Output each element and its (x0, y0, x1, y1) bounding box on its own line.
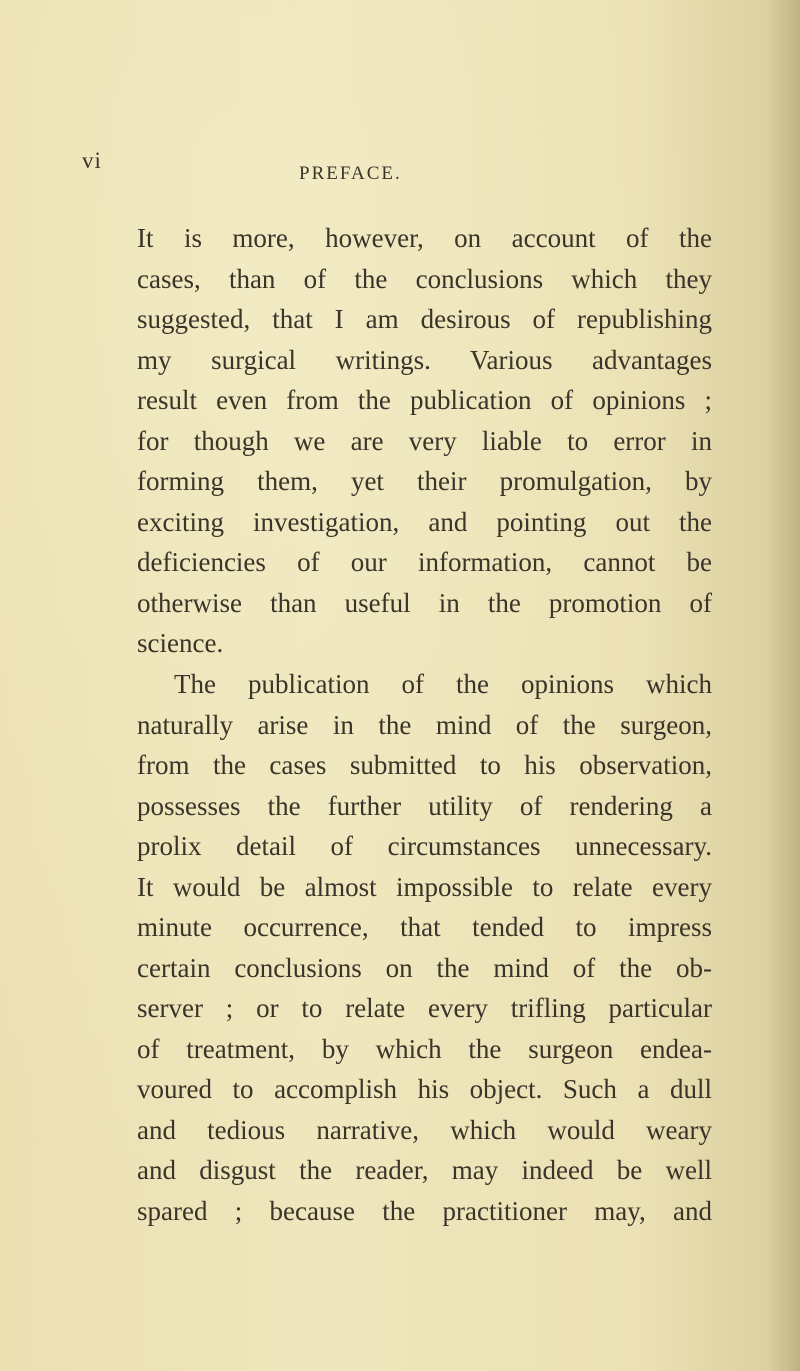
page-number: vi (82, 148, 102, 173)
page-edge-shadow (766, 0, 800, 1371)
text-line: server ; or to relate every trifling particular (137, 993, 712, 1023)
paragraph-1 (137, 218, 712, 664)
text-line: It would be almost impossible to relate every (137, 871, 712, 902)
text-line: prolix detail of circumstances unnecessary. (137, 831, 712, 861)
text-line: voured to accomplish his object. Such a dull (137, 1074, 712, 1104)
text-line: otherwise than useful in the promotion of (137, 587, 712, 618)
text-line: deficiencies of our information, cannot be (137, 547, 712, 577)
text-line: naturally arise in the mind of the surgeon, (137, 709, 712, 740)
text-line: possesses the further utility of rendering a (137, 790, 712, 821)
text-line: The publication of the opinions which (174, 669, 712, 699)
running-head: PREFACE. (299, 163, 402, 184)
text-line: suggested, that I am desirous of republishing (137, 304, 712, 334)
text-line: of treatment, by which the surgeon endea- (137, 1033, 712, 1064)
text-line: my surgical writings. Various advantages (137, 344, 712, 375)
text-line: exciting investigation, and pointing out the (137, 506, 712, 537)
text-line: and disgust the reader, may indeed be well (137, 1155, 712, 1185)
paragraph-2 (137, 664, 712, 1231)
text-line: and tedious narrative, which would weary (137, 1114, 712, 1145)
text-line: It is more, however, on account of the (137, 223, 712, 253)
text-line: result even from the publication of opinions ; (137, 385, 712, 415)
text-line: spared ; because the practitioner may, and (137, 1195, 712, 1226)
text-line: for though we are very liable to error in (137, 425, 712, 456)
text-line: certain conclusions on the mind of the ob- (137, 952, 712, 983)
text-line: minute occurrence, that tended to impress (137, 912, 712, 942)
text-line: cases, than of the conclusions which they (137, 263, 712, 294)
text-line: from the cases submitted to his observation, (137, 750, 712, 780)
text-line: forming them, yet their promulgation, by (137, 466, 712, 496)
text-line: science. (137, 628, 224, 658)
